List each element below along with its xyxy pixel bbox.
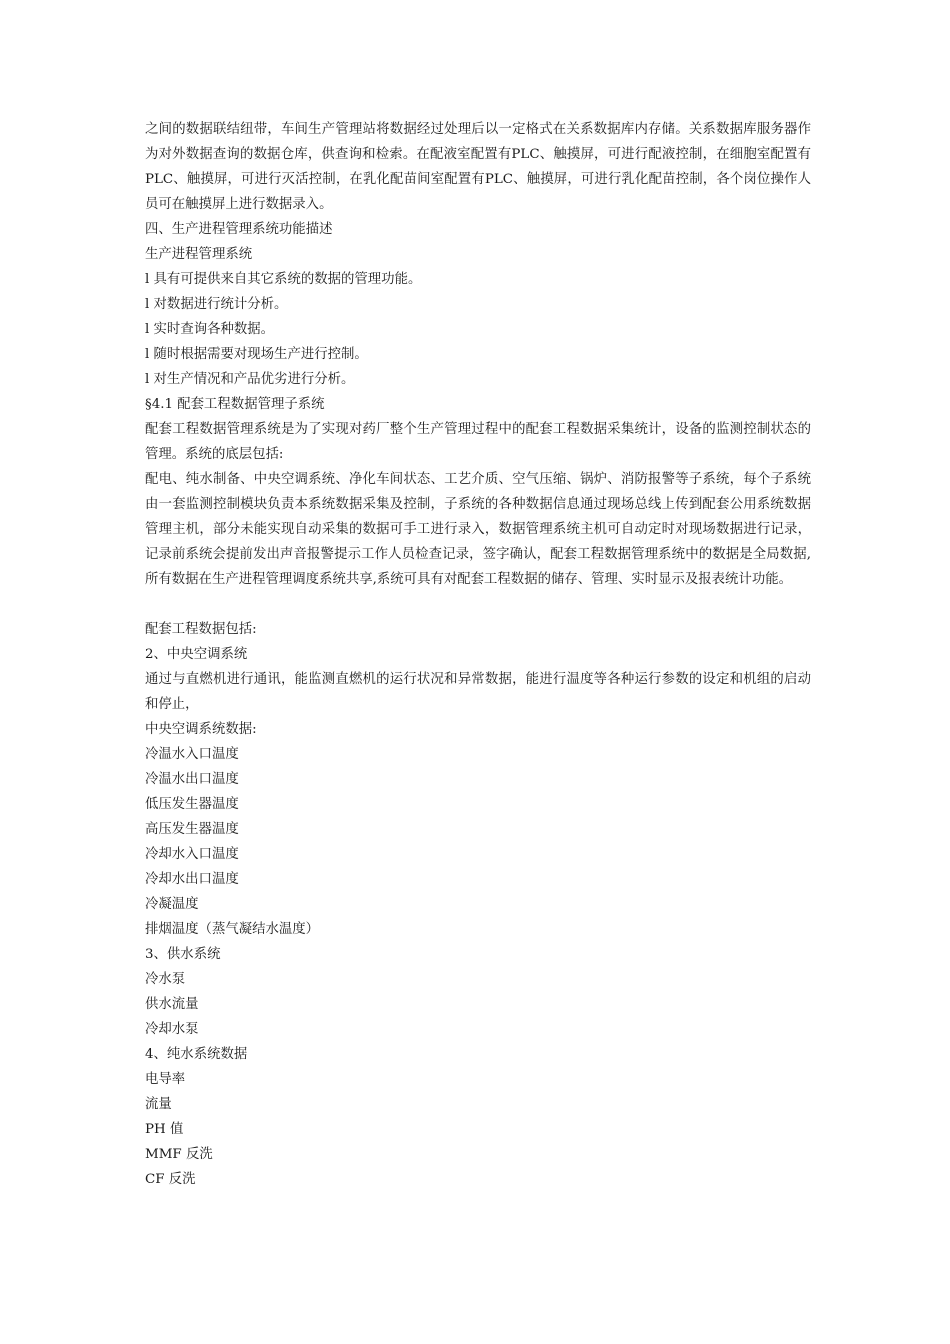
water-supply-heading: 3、供水系统 — [145, 947, 221, 962]
water-supply-item: 冷却水泵 — [145, 1022, 199, 1037]
hvac-data-title: 中央空调系统数据: — [145, 722, 257, 737]
hvac-item: 冷却水出口温度 — [145, 872, 239, 887]
hvac-heading: 2、中央空调系统 — [145, 647, 248, 662]
pure-water-item: MMF 反洗 — [145, 1147, 213, 1162]
document-page — [145, 117, 811, 1192]
pure-water-item: PH 值 — [145, 1122, 184, 1137]
system-title: 生产进程管理系统 — [145, 247, 253, 262]
pure-water-heading: 4、纯水系统数据 — [145, 1047, 248, 1062]
pure-water-item: 电导率 — [145, 1072, 186, 1087]
section-heading: 四、生产进程管理系统功能描述 — [145, 222, 333, 237]
subsection-paragraph: 配套工程数据管理系统是为了实现对药厂整个生产管理过程中的配套工程数据采集统计，设备的监测控制状态的管理。系统的底层包括: — [145, 422, 811, 462]
hvac-paragraph: 通过与直燃机进行通讯，能监测直燃机的运行状况和异常数据，能进行温度等各种运行参数的设定和机组的启动和停止， — [145, 672, 811, 712]
data-includes-label: 配套工程数据包括: — [145, 622, 257, 637]
feature-item: l 具有可提供来自其它系统的数据的管理功能。 — [145, 272, 422, 287]
hvac-item: 冷温水出口温度 — [145, 772, 239, 787]
hvac-item: 冷温水入口温度 — [145, 747, 239, 762]
intro-paragraph: 之间的数据联结纽带，车间生产管理站将数据经过处理后以一定格式在关系数据库内存储。关系数据库服务器作为对外数据查询的数据仓库，供查询和检索。在配液室配置有PLC、触摸屏，可进行配液控制，在细胞室配置有PLC、触摸屏，可进行灭活控制，在乳化配苗间室配置有PLC、触摸屏，可进行乳化配苗控制，各个岗位操作人员可在触摸屏上进行数据录入。 — [145, 122, 811, 212]
pure-water-item: CF 反洗 — [145, 1172, 196, 1187]
hvac-item: 冷凝温度 — [145, 897, 199, 912]
feature-item: l 对数据进行统计分析。 — [145, 297, 288, 312]
feature-item: l 对生产情况和产品优劣进行分析。 — [145, 372, 355, 387]
feature-item: l 随时根据需要对现场生产进行控制。 — [145, 347, 368, 362]
hvac-item: 高压发生器温度 — [145, 822, 239, 837]
water-supply-item: 供水流量 — [145, 997, 199, 1012]
feature-item: l 实时查询各种数据。 — [145, 322, 275, 337]
water-supply-item: 冷水泵 — [145, 972, 186, 987]
subsystems-paragraph: 配电、纯水制备、中央空调系统、净化车间状态、工艺介质、空气压缩、锅炉、消防报警等子系统，每个子系统由一套监测控制模块负责本系统数据采集及控制，子系统的各种数据信息通过现场总线上传到配套公用系统数据管理主机，部分未能实现自动采集的数据可手工进行录入，数据管理系统主机可自动定时对现场数据进行记录，记录前系统会提前发出声音报警提示工作人员检查记录，签字确认，配套工程数据管理系统中的数据是全局数据,所有数据在生产进程管理调度系统共享,系统可具有对配套工程数据的储存、管理、实时显示及报表统计功能。 — [145, 472, 811, 587]
hvac-item: 排烟温度（蒸气凝结水温度） — [145, 922, 320, 937]
subsection-heading: §4.1 配套工程数据管理子系统 — [145, 397, 325, 412]
pure-water-item: 流量 — [145, 1097, 172, 1112]
blank-line — [145, 592, 811, 617]
hvac-item: 低压发生器温度 — [145, 797, 239, 812]
hvac-item: 冷却水入口温度 — [145, 847, 239, 862]
